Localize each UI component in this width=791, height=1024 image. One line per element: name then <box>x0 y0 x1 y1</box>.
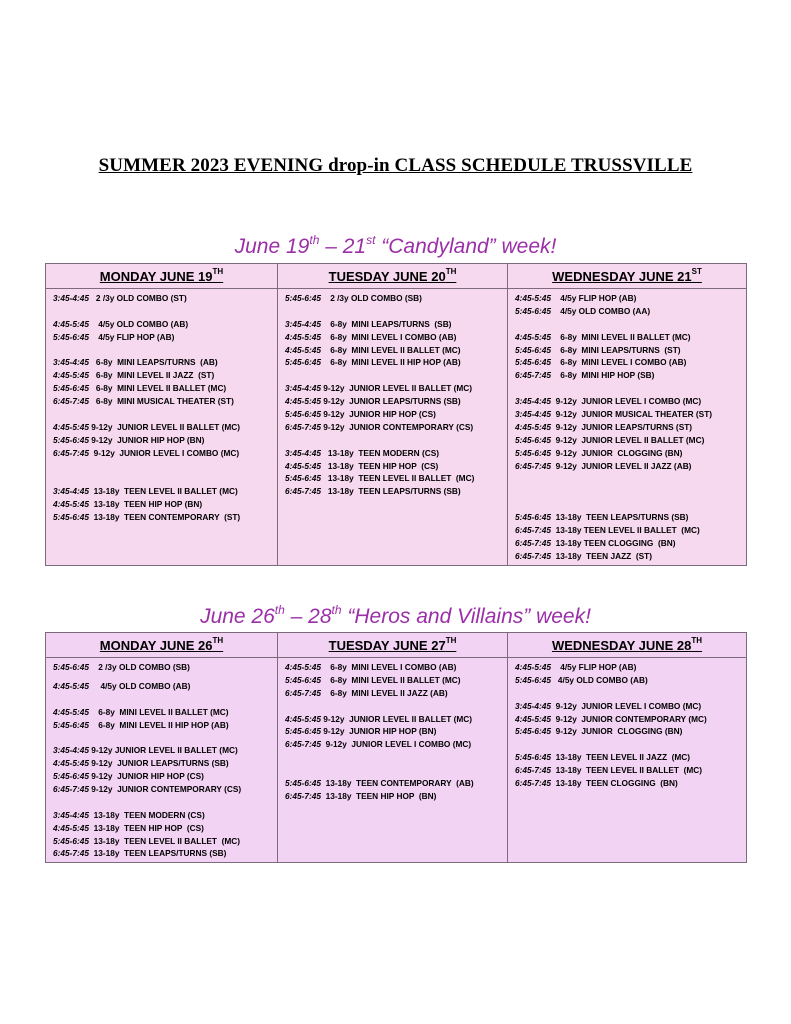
class-name: 13-18y TEEN LEVEL II BALLET (MC) <box>320 473 475 484</box>
class-entry <box>53 847 272 860</box>
week-title-sup: th <box>274 603 285 617</box>
class-name: 6-8y MINI HIP HOP (SB) <box>550 370 655 381</box>
class-time: 5:45-6:45 <box>53 512 89 523</box>
class-time: 4:45-5:45 <box>285 344 321 355</box>
schedule-table <box>45 632 747 863</box>
day-header <box>278 264 508 289</box>
class-time: 4:45-5:45 <box>515 421 551 432</box>
week-title-sup: st <box>366 233 376 247</box>
class-name: 2 /3y OLD COMBO (ST) <box>88 293 187 303</box>
class-entry <box>285 318 502 331</box>
class-time: 5:45-6:45 <box>515 357 551 368</box>
class-entry <box>53 822 272 835</box>
class-name: 13-18y TEEN LEVEL II BALLET (MC) <box>550 765 703 776</box>
class-name: 4/5y FLIP HOP (AB) <box>88 331 175 342</box>
class-name: 9-12y JUNIOR LEVEL I COMBO (MC) <box>88 447 240 458</box>
class-entry <box>285 790 502 803</box>
class-time: 5:45-6:45 <box>515 305 551 316</box>
class-name: 13-18y TEEN HIP HOP (CS) <box>320 460 439 471</box>
class-time: 5:45-6:45 <box>515 447 551 458</box>
spacer <box>515 498 741 511</box>
class-entry <box>285 421 502 434</box>
class-entry <box>515 661 741 674</box>
class-entry <box>515 674 741 687</box>
spacer <box>53 408 272 421</box>
class-name: 9-12y JUNIOR LEAPS/TURNS (SB) <box>320 396 461 407</box>
spacer <box>53 460 272 473</box>
week-title-sup: th <box>309 233 320 247</box>
class-time: 3:45-4:45 <box>285 318 321 329</box>
class-time: 3:45-4:45 <box>53 293 89 303</box>
class-name: 9-12y JUNIOR CONTEMPORARY (CS) <box>88 784 242 795</box>
class-entry <box>53 511 272 524</box>
class-entry <box>515 447 741 460</box>
class-time: 6:45-7:45 <box>285 486 321 497</box>
class-entry <box>53 744 272 757</box>
day-header-sup: TH <box>445 266 457 276</box>
class-time: 5:45-6:45 <box>285 674 321 685</box>
class-entry <box>285 472 502 485</box>
class-name: 9-12y JUNIOR CLOGGING (BN) <box>550 447 683 458</box>
class-name: 6-8y MINI LEVEL II BALLET (MC) <box>320 674 461 685</box>
class-entry <box>515 434 741 447</box>
class-entry <box>515 292 741 305</box>
class-time: 3:45-4:45 <box>285 447 321 458</box>
class-time: 6:45-7:45 <box>515 550 551 561</box>
day-header <box>46 264 278 289</box>
class-name: 9-12y JUNIOR HIP HOP (BN) <box>320 726 437 737</box>
class-time: 6:45-7:45 <box>285 790 321 801</box>
class-time: 6:45-7:45 <box>285 421 321 432</box>
class-time: 3:45-4:45 <box>53 357 89 368</box>
class-time: 6:45-7:45 <box>515 460 551 471</box>
class-entry <box>515 777 741 790</box>
class-name: 13-18y TEEN LEAPS/TURNS (SB) <box>320 486 461 497</box>
class-entry <box>285 777 502 790</box>
class-name: 9-12y JUNIOR LEVEL I COMBO (MC) <box>550 700 702 711</box>
class-entry <box>285 356 502 369</box>
week-title-theme: “Candyland” week! <box>375 235 557 258</box>
class-time: 3:45-4:45 <box>515 409 551 420</box>
class-time: 3:45-4:45 <box>515 700 551 711</box>
class-entry <box>515 550 741 563</box>
page-title: SUMMER 2023 EVENING drop-in CLASS SCHEDULE TRUSSVILLE <box>98 155 693 176</box>
class-time: 5:45-6:45 <box>53 835 89 846</box>
class-entry <box>53 809 272 822</box>
class-name: 13-18y TEEN HIP HOP (BN) <box>88 499 203 510</box>
class-entry <box>285 344 502 357</box>
class-entry <box>53 706 272 719</box>
day-header-label: TUESDAY JUNE 27 <box>328 637 446 653</box>
class-time: 4:45-5:45 <box>285 460 321 471</box>
spacer <box>53 305 272 318</box>
class-time: 3:45-4:45 <box>53 745 89 756</box>
class-name: 4/5y FLIP HOP (AB) <box>550 293 637 303</box>
week-title-theme: “Heros and Villains” week! <box>341 605 591 628</box>
class-time: 5:45-6:45 <box>53 383 89 394</box>
class-entry <box>515 408 741 421</box>
class-time: 4:45-5:45 <box>53 499 89 510</box>
class-entry <box>285 395 502 408</box>
class-name: 13-18y TEEN CONTEMPORARY (AB) <box>320 778 474 789</box>
class-entry <box>53 356 272 369</box>
class-name: 9-12y JUNIOR HIP HOP (BN) <box>88 434 205 445</box>
class-time: 4:45-5:45 <box>53 318 89 329</box>
class-time: 4:45-5:45 <box>53 680 89 691</box>
day-header-label: MONDAY JUNE 19 <box>99 268 213 284</box>
class-time: 5:45-6:45 <box>515 726 551 737</box>
class-time: 5:45-6:45 <box>285 293 321 303</box>
class-name: 13-18y TEEN MODERN (CS) <box>88 809 205 820</box>
day-header-sup: ST <box>691 266 702 276</box>
class-entry <box>515 460 741 473</box>
class-name: 9-12y JUNIOR HIP HOP (CS) <box>320 409 436 420</box>
class-name: 9-12y JUNIOR LEVEL II BALLET (MC) <box>320 383 473 394</box>
class-entry <box>53 369 272 382</box>
day-column <box>46 289 278 566</box>
day-column <box>278 289 508 566</box>
class-time: 3:45-4:45 <box>285 383 321 394</box>
class-time: 4:45-5:45 <box>285 331 321 342</box>
spacer <box>53 731 272 744</box>
week-title-date-end: – 28 <box>284 605 332 628</box>
class-entry <box>285 331 502 344</box>
spacer <box>515 485 741 498</box>
class-time: 6:45-7:45 <box>515 525 551 536</box>
day-column <box>508 658 747 863</box>
class-time: 5:45-6:45 <box>285 473 321 484</box>
class-time: 5:45-6:45 <box>285 357 321 368</box>
class-time: 4:45-5:45 <box>285 396 321 407</box>
class-time: 5:45-6:45 <box>53 719 89 730</box>
class-name: 13-18y TEEN LEVEL II BALLET (MC) <box>88 835 241 846</box>
class-name: 6-8y MINI LEVEL II JAZZ (AB) <box>320 687 448 698</box>
class-entry <box>285 485 502 498</box>
class-entry <box>53 318 272 331</box>
class-entry <box>515 395 741 408</box>
class-name: 4/5y OLD COMBO (AB) <box>88 680 191 691</box>
class-entry <box>285 447 502 460</box>
class-time: 6:45-7:45 <box>53 447 89 458</box>
class-name: 6-8y MINI LEVEL II JAZZ (ST) <box>88 370 215 381</box>
class-entry <box>285 460 502 473</box>
spacer <box>285 434 502 447</box>
class-entry <box>515 713 741 726</box>
class-time: 4:45-5:45 <box>285 662 321 672</box>
class-entry <box>515 751 741 764</box>
class-time: 6:45-7:45 <box>515 370 551 381</box>
week-title-sup: th <box>331 603 342 617</box>
day-header-label: TUESDAY JUNE 20 <box>328 268 446 284</box>
class-time: 5:45-6:45 <box>53 331 89 342</box>
class-time: 3:45-4:45 <box>53 486 89 497</box>
day-header-sup: TH <box>212 266 224 276</box>
class-entry <box>53 783 272 796</box>
class-name: 9-12y JUNIOR MUSICAL THEATER (ST) <box>550 409 713 420</box>
day-header-label: MONDAY JUNE 26 <box>99 637 213 653</box>
class-entry <box>285 408 502 421</box>
class-entry <box>53 331 272 344</box>
day-column <box>46 658 278 863</box>
class-entry <box>53 661 272 674</box>
class-name: 13-18y TEEN CONTEMPORARY (ST) <box>88 512 241 523</box>
spacer <box>285 369 502 382</box>
class-entry <box>53 382 272 395</box>
day-header-sup: TH <box>212 635 224 645</box>
class-time: 6:45-7:45 <box>285 739 321 750</box>
class-name: 13-18y TEEN JAZZ (ST) <box>550 550 652 561</box>
day-header-sup: TH <box>691 635 703 645</box>
class-name: 6-8y MINI LEVEL II BALLET (MC) <box>88 383 227 394</box>
class-entry <box>515 369 741 382</box>
class-entry <box>53 421 272 434</box>
class-name: 6-8y MINI LEAPS/TURNS (SB) <box>320 318 452 329</box>
day-header-label: WEDNESDAY JUNE 28 <box>551 637 692 653</box>
class-name: 6-8y MINI LEVEL I COMBO (AB) <box>320 331 457 342</box>
spacer <box>515 687 741 700</box>
class-name: 6-8y MINI LEVEL I COMBO (AB) <box>320 662 457 672</box>
class-name: 9-12y JUNIOR LEVEL II BALLET (MC) <box>88 421 241 432</box>
class-name: 2 /3y OLD COMBO (SB) <box>320 293 422 303</box>
class-entry <box>53 719 272 732</box>
class-time: 5:45-6:45 <box>515 512 551 523</box>
week-title-date-start: June 26 <box>200 605 275 628</box>
class-time: 6:45-7:45 <box>285 687 321 698</box>
class-name: 4/5y FLIP HOP (AB) <box>550 662 637 672</box>
day-column <box>278 658 508 863</box>
class-time: 5:45-6:45 <box>285 409 321 420</box>
class-time: 4:45-5:45 <box>285 713 321 724</box>
class-time: 5:45-6:45 <box>53 434 89 445</box>
class-time: 6:45-7:45 <box>515 778 551 789</box>
class-name: 13-18y TEEN LEAPS/TURNS (SB) <box>550 512 689 523</box>
class-time: 4:45-5:45 <box>53 758 89 769</box>
day-header <box>508 633 747 658</box>
class-entry <box>285 661 502 674</box>
class-time: 5:45-6:45 <box>53 662 89 672</box>
day-header-sup: TH <box>445 635 457 645</box>
class-entry <box>285 725 502 738</box>
class-entry <box>53 292 272 305</box>
class-name: 9-12y JUNIOR LEAPS/TURNS (SB) <box>88 758 229 769</box>
class-name: 6-8y MINI LEVEL II HIP HOP (AB) <box>320 357 461 368</box>
class-name: 13-18y TEEN MODERN (CS) <box>320 447 440 458</box>
schedule-table <box>45 263 747 566</box>
class-name: 4/5y OLD COMBO (AA) <box>550 305 651 316</box>
class-name: 6-8y MINI MUSICAL THEATER (ST) <box>88 396 234 407</box>
class-time: 5:45-6:45 <box>515 752 551 763</box>
class-time: 6:45-7:45 <box>515 537 551 548</box>
class-name: 9-12y JUNIOR LEVEL II BALLET (MC) <box>550 434 705 445</box>
spacer <box>285 764 502 777</box>
spacer <box>53 693 272 706</box>
spacer <box>285 700 502 713</box>
class-time: 3:45-4:45 <box>515 396 551 407</box>
class-entry <box>285 382 502 395</box>
class-time: 5:45-6:45 <box>53 771 89 782</box>
day-column <box>508 289 747 566</box>
spacer <box>285 305 502 318</box>
class-name: 9-12y JUNIOR LEVEL I COMBO (MC) <box>550 396 702 407</box>
class-time: 5:45-6:45 <box>515 674 551 685</box>
class-entry <box>515 511 741 524</box>
spacer <box>515 318 741 331</box>
spacer <box>515 472 741 485</box>
spacer <box>515 738 741 751</box>
class-name: 13-18y TEEN LEAPS/TURNS (SB) <box>88 848 227 859</box>
class-name: 9-12y JUNIOR CONTEMPORARY (CS) <box>320 421 474 432</box>
class-time: 5:45-6:45 <box>515 344 551 355</box>
spacer <box>53 472 272 485</box>
class-time: 6:45-7:45 <box>53 848 89 859</box>
class-entry <box>515 344 741 357</box>
class-time: 4:45-5:45 <box>53 706 89 717</box>
class-time: 5:45-6:45 <box>515 434 551 445</box>
class-time: 4:45-5:45 <box>53 822 89 833</box>
week-title-date-end: – 21 <box>319 235 367 258</box>
class-entry <box>515 331 741 344</box>
class-name: 2 /3y OLD COMBO (SB) <box>88 662 190 672</box>
class-name: 9-12y JUNIOR LEVEL II BALLET (MC) <box>320 713 473 724</box>
class-name: 6-8y MINI LEAPS/TURNS (ST) <box>550 344 681 355</box>
class-name: 13-18y TEEN CLOGGING (BN) <box>550 778 678 789</box>
class-entry <box>515 421 741 434</box>
class-time: 3:45-4:45 <box>53 809 89 820</box>
class-name: 13-18y TEEN CLOGGING (BN) <box>550 537 676 548</box>
day-header <box>508 264 747 289</box>
class-time: 5:45-6:45 <box>285 726 321 737</box>
class-name: 9-12y JUNIOR HIP HOP (CS) <box>88 771 204 782</box>
class-entry <box>53 680 272 693</box>
class-entry <box>285 738 502 751</box>
class-entry <box>285 687 502 700</box>
class-name: 9-12y JUNIOR LEVEL II BALLET (MC) <box>88 745 238 756</box>
class-entry <box>515 537 741 550</box>
class-name: 13-18y TEEN HIP HOP (CS) <box>88 822 204 833</box>
day-header <box>46 633 278 658</box>
class-time: 4:45-5:45 <box>515 662 551 672</box>
class-time: 6:45-7:45 <box>53 784 89 795</box>
class-entry <box>515 764 741 777</box>
class-name: 4/5y OLD COMBO (AB) <box>550 674 648 685</box>
class-entry <box>53 770 272 783</box>
class-name: 9-12y JUNIOR CLOGGING (BN) <box>550 726 683 737</box>
class-time: 4:45-5:45 <box>515 713 551 724</box>
class-entry <box>53 498 272 511</box>
class-time: 4:45-5:45 <box>515 331 551 342</box>
class-entry <box>515 725 741 738</box>
class-time: 4:45-5:45 <box>53 370 89 381</box>
class-name: 6-8y MINI LEVEL I COMBO (AB) <box>550 357 687 368</box>
day-header-label: WEDNESDAY JUNE 21 <box>552 268 692 284</box>
class-name: 13-18y TEEN LEVEL II BALLET (MC) <box>550 525 700 536</box>
class-entry <box>285 713 502 726</box>
class-entry <box>53 434 272 447</box>
class-entry <box>53 835 272 848</box>
class-name: 6-8y MINI LEAPS/TURNS (AB) <box>88 357 218 368</box>
class-name: 13-18y TEEN HIP HOP (BN) <box>320 790 437 801</box>
class-name: 6-8y MINI LEVEL II BALLET (MC) <box>88 706 229 717</box>
class-entry <box>53 395 272 408</box>
class-name: 13-18y TEEN LEVEL II JAZZ (MC) <box>550 752 691 763</box>
spacer <box>53 344 272 357</box>
class-entry <box>515 524 741 537</box>
class-entry <box>285 292 502 305</box>
spacer <box>285 751 502 764</box>
class-name: 9-12y JUNIOR LEAPS/TURNS (ST) <box>550 421 693 432</box>
week-title <box>0 235 791 259</box>
class-entry <box>53 447 272 460</box>
week-title-date-start: June 19 <box>234 235 310 258</box>
class-entry <box>285 674 502 687</box>
spacer <box>515 382 741 395</box>
class-name: 9-12y JUNIOR LEVEL II JAZZ (AB) <box>550 460 692 471</box>
week-title <box>0 605 791 629</box>
class-time: 6:45-7:45 <box>515 765 551 776</box>
class-entry <box>515 356 741 369</box>
class-name: 6-8y MINI LEVEL II HIP HOP (AB) <box>88 719 229 730</box>
class-entry <box>515 305 741 318</box>
class-entry <box>53 757 272 770</box>
class-name: 4/5y OLD COMBO (AB) <box>88 318 189 329</box>
class-name: 9-12y JUNIOR CONTEMPORARY (MC) <box>550 713 707 724</box>
class-name: 13-18y TEEN LEVEL II BALLET (MC) <box>88 486 238 497</box>
day-header <box>278 633 508 658</box>
class-entry <box>515 700 741 713</box>
class-time: 4:45-5:45 <box>515 293 551 303</box>
class-time: 5:45-6:45 <box>285 778 321 789</box>
class-time: 4:45-5:45 <box>53 421 89 432</box>
class-time: 6:45-7:45 <box>53 396 89 407</box>
class-name: 6-8y MINI LEVEL II BALLET (MC) <box>320 344 461 355</box>
spacer <box>53 796 272 809</box>
class-entry <box>53 485 272 498</box>
class-name: 6-8y MINI LEVEL II BALLET (MC) <box>550 331 691 342</box>
class-name: 9-12y JUNIOR LEVEL I COMBO (MC) <box>320 739 472 750</box>
